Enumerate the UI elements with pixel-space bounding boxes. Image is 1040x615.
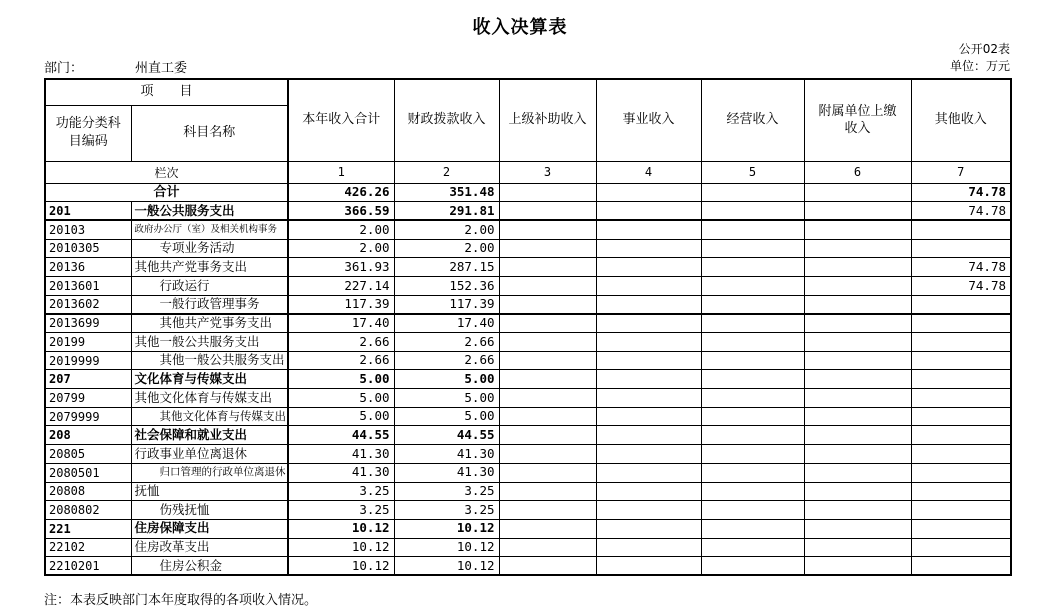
name-cell: 住房保障支出	[131, 519, 288, 538]
value-cell	[911, 538, 1011, 557]
value-cell: 5.00	[394, 389, 499, 408]
name-cell: 行政运行	[131, 276, 288, 295]
value-cell	[701, 501, 804, 520]
column-header-total-income: 本年收入合计	[288, 79, 394, 161]
value-cell	[701, 463, 804, 482]
unit-label: 单位：万元	[949, 59, 1010, 73]
value-cell	[911, 295, 1011, 314]
value-cell: 41.30	[288, 463, 394, 482]
value-cell: 5.00	[394, 370, 499, 389]
value-cell: 10.12	[288, 519, 394, 538]
code-cell: 2080501	[45, 463, 131, 482]
value-cell	[596, 370, 701, 389]
value-cell: 17.40	[394, 314, 499, 333]
value-cell: 152.36	[394, 276, 499, 295]
value-cell	[804, 519, 911, 538]
value-cell: 74.78	[911, 276, 1011, 295]
table-row	[45, 333, 1011, 352]
footnote: 注：本表反映部门本年度取得的各项收入情况。	[44, 593, 318, 608]
name-cell: 一般公共服务支出	[131, 202, 288, 221]
code-cell: 2210201	[45, 557, 131, 576]
code-cell: 2010305	[45, 239, 131, 258]
value-cell	[596, 426, 701, 445]
code-cell: 22102	[45, 538, 131, 557]
value-cell: 2.66	[394, 351, 499, 370]
column-index-number: 4	[596, 161, 701, 183]
code-cell: 2079999	[45, 407, 131, 426]
value-cell	[701, 370, 804, 389]
value-cell	[596, 538, 701, 557]
value-cell: 2.00	[288, 220, 394, 239]
value-cell	[499, 463, 596, 482]
value-cell	[911, 220, 1011, 239]
value-cell	[804, 220, 911, 239]
value-cell: 5.00	[288, 389, 394, 408]
value-cell	[701, 333, 804, 352]
name-cell: 其他文化体育与传媒支出	[131, 389, 288, 408]
value-cell: 426.26	[288, 183, 394, 202]
value-cell: 2.66	[394, 333, 499, 352]
code-cell: 20799	[45, 389, 131, 408]
value-cell	[499, 426, 596, 445]
value-cell	[804, 351, 911, 370]
value-cell: 41.30	[394, 445, 499, 464]
value-cell	[499, 407, 596, 426]
dept-label: 部门：	[44, 61, 84, 76]
table-row	[45, 557, 1011, 576]
value-cell: 3.25	[394, 482, 499, 501]
value-cell	[804, 333, 911, 352]
code-cell: 2013602	[45, 295, 131, 314]
table-row	[45, 370, 1011, 389]
value-cell: 3.25	[288, 501, 394, 520]
value-cell: 2.00	[394, 220, 499, 239]
name-cell: 抚恤	[131, 482, 288, 501]
name-cell: 政府办公厅（室）及相关机构事务	[131, 220, 288, 239]
value-cell	[596, 351, 701, 370]
value-cell: 74.78	[911, 258, 1011, 277]
value-cell	[804, 463, 911, 482]
value-cell	[596, 333, 701, 352]
value-cell: 2.66	[288, 351, 394, 370]
column-header-function-code: 功能分类科目编码	[45, 105, 131, 161]
value-cell	[701, 314, 804, 333]
value-cell: 3.25	[288, 482, 394, 501]
value-cell	[499, 557, 596, 576]
table-row	[45, 519, 1011, 538]
value-cell	[804, 370, 911, 389]
value-cell	[911, 407, 1011, 426]
value-cell	[804, 538, 911, 557]
value-cell	[911, 501, 1011, 520]
value-cell	[804, 557, 911, 576]
value-cell	[596, 202, 701, 221]
column-header-superior-subsidy: 上级补助收入	[499, 79, 596, 161]
value-cell	[804, 239, 911, 258]
value-cell: 2.66	[288, 333, 394, 352]
table-row	[45, 501, 1011, 520]
value-cell	[804, 202, 911, 221]
page-title: 收入决算表	[472, 17, 568, 38]
value-cell: 10.12	[288, 538, 394, 557]
value-cell	[499, 239, 596, 258]
value-cell: 44.55	[394, 426, 499, 445]
value-cell	[701, 445, 804, 464]
value-cell: 366.59	[288, 202, 394, 221]
value-cell	[596, 519, 701, 538]
table-row	[45, 407, 1011, 426]
value-cell	[911, 333, 1011, 352]
value-cell: 5.00	[288, 407, 394, 426]
value-cell: 5.00	[288, 370, 394, 389]
value-cell	[911, 314, 1011, 333]
code-cell: 20808	[45, 482, 131, 501]
column-index-label: 栏次	[45, 161, 288, 183]
value-cell	[499, 351, 596, 370]
table-code-label: 公开02表	[958, 42, 1010, 56]
header-row-project	[45, 79, 1011, 105]
value-cell	[911, 389, 1011, 408]
value-cell	[596, 239, 701, 258]
value-cell: 117.39	[288, 295, 394, 314]
code-cell: 221	[45, 519, 131, 538]
name-cell: 专项业务活动	[131, 239, 288, 258]
income-table	[44, 78, 1012, 576]
value-cell	[701, 538, 804, 557]
code-cell: 208	[45, 426, 131, 445]
table-body	[45, 183, 1011, 575]
value-cell: 291.81	[394, 202, 499, 221]
dept-value: 州直工委	[135, 61, 188, 76]
value-cell: 74.78	[911, 202, 1011, 221]
value-cell: 2.00	[288, 239, 394, 258]
column-index-number: 2	[394, 161, 499, 183]
table-row	[45, 389, 1011, 408]
value-cell	[596, 314, 701, 333]
value-cell	[499, 501, 596, 520]
name-cell: 其他一般公共服务支出	[131, 351, 288, 370]
value-cell	[804, 183, 911, 202]
value-cell: 41.30	[394, 463, 499, 482]
row-total-label: 合计	[45, 183, 288, 202]
value-cell	[701, 239, 804, 258]
value-cell	[596, 183, 701, 202]
value-cell: 41.30	[288, 445, 394, 464]
value-cell	[596, 501, 701, 520]
value-cell	[499, 220, 596, 239]
value-cell	[911, 239, 1011, 258]
table-row	[45, 183, 1011, 202]
value-cell	[701, 557, 804, 576]
value-cell	[701, 351, 804, 370]
column-index-number: 3	[499, 161, 596, 183]
code-cell: 2013699	[45, 314, 131, 333]
column-header-fiscal-appropriation: 财政拨款收入	[394, 79, 499, 161]
name-cell: 其他一般公共服务支出	[131, 333, 288, 352]
column-header-other-income: 其他收入	[911, 79, 1011, 161]
value-cell	[804, 407, 911, 426]
value-cell: 10.12	[288, 557, 394, 576]
value-cell	[804, 482, 911, 501]
name-cell: 伤残抚恤	[131, 501, 288, 520]
value-cell	[499, 276, 596, 295]
value-cell	[701, 519, 804, 538]
value-cell	[804, 258, 911, 277]
value-cell	[596, 407, 701, 426]
value-cell: 227.14	[288, 276, 394, 295]
table-row	[45, 220, 1011, 239]
value-cell: 10.12	[394, 557, 499, 576]
value-cell	[911, 519, 1011, 538]
value-cell	[499, 314, 596, 333]
table-row	[45, 351, 1011, 370]
value-cell	[701, 202, 804, 221]
value-cell	[499, 295, 596, 314]
table-row	[45, 295, 1011, 314]
value-cell	[701, 426, 804, 445]
table-row	[45, 239, 1011, 258]
value-cell	[701, 389, 804, 408]
code-cell: 20199	[45, 333, 131, 352]
value-cell	[499, 538, 596, 557]
header-project-group: 项 目	[45, 79, 288, 105]
value-cell	[499, 519, 596, 538]
value-cell	[596, 258, 701, 277]
table-row	[45, 482, 1011, 501]
value-cell	[596, 295, 701, 314]
value-cell	[596, 389, 701, 408]
value-cell	[701, 482, 804, 501]
name-cell: 住房公积金	[131, 557, 288, 576]
value-cell	[499, 445, 596, 464]
column-header-subordinate-remittance: 附属单位上缴收入	[804, 79, 911, 161]
code-cell: 20136	[45, 258, 131, 277]
value-cell	[499, 482, 596, 501]
value-cell	[701, 407, 804, 426]
column-header-subject-name: 科目名称	[131, 105, 288, 161]
value-cell	[911, 557, 1011, 576]
name-cell: 行政事业单位离退休	[131, 445, 288, 464]
column-index-number: 6	[804, 161, 911, 183]
value-cell: 361.93	[288, 258, 394, 277]
code-cell: 2019999	[45, 351, 131, 370]
value-cell	[804, 426, 911, 445]
column-index-number: 7	[911, 161, 1011, 183]
name-cell: 社会保障和就业支出	[131, 426, 288, 445]
value-cell	[804, 445, 911, 464]
value-cell	[804, 295, 911, 314]
value-cell: 10.12	[394, 538, 499, 557]
value-cell	[596, 557, 701, 576]
value-cell: 5.00	[394, 407, 499, 426]
value-cell	[499, 202, 596, 221]
value-cell	[499, 258, 596, 277]
value-cell	[911, 445, 1011, 464]
value-cell: 117.39	[394, 295, 499, 314]
value-cell	[499, 370, 596, 389]
value-cell: 44.55	[288, 426, 394, 445]
value-cell: 2.00	[394, 239, 499, 258]
value-cell	[911, 351, 1011, 370]
value-cell	[701, 258, 804, 277]
value-cell	[596, 482, 701, 501]
value-cell: 10.12	[394, 519, 499, 538]
column-index-row	[45, 161, 1011, 183]
code-cell: 2080802	[45, 501, 131, 520]
value-cell	[701, 295, 804, 314]
value-cell	[911, 426, 1011, 445]
value-cell	[804, 276, 911, 295]
value-cell: 3.25	[394, 501, 499, 520]
value-cell	[804, 314, 911, 333]
table-row	[45, 258, 1011, 277]
name-cell: 其他共产党事务支出	[131, 314, 288, 333]
code-cell: 2013601	[45, 276, 131, 295]
value-cell	[804, 389, 911, 408]
name-cell: 其他文化体育与传媒支出	[131, 407, 288, 426]
value-cell	[911, 482, 1011, 501]
column-header-operating-income: 经营收入	[701, 79, 804, 161]
table-row	[45, 426, 1011, 445]
column-index-number: 1	[288, 161, 394, 183]
table-row	[45, 202, 1011, 221]
code-cell: 20103	[45, 220, 131, 239]
table-row	[45, 538, 1011, 557]
value-cell: 287.15	[394, 258, 499, 277]
value-cell	[911, 370, 1011, 389]
table-row	[45, 463, 1011, 482]
value-cell: 17.40	[288, 314, 394, 333]
column-index-number: 5	[701, 161, 804, 183]
value-cell	[596, 220, 701, 239]
code-cell: 201	[45, 202, 131, 221]
value-cell	[701, 183, 804, 202]
name-cell: 一般行政管理事务	[131, 295, 288, 314]
value-cell	[701, 276, 804, 295]
value-cell: 74.78	[911, 183, 1011, 202]
name-cell: 其他共产党事务支出	[131, 258, 288, 277]
value-cell	[499, 389, 596, 408]
name-cell: 文化体育与传媒支出	[131, 370, 288, 389]
value-cell	[596, 463, 701, 482]
value-cell: 351.48	[394, 183, 499, 202]
table-row	[45, 445, 1011, 464]
value-cell	[804, 501, 911, 520]
value-cell	[499, 183, 596, 202]
value-cell	[701, 220, 804, 239]
value-cell	[911, 463, 1011, 482]
name-cell: 住房改革支出	[131, 538, 288, 557]
code-cell: 207	[45, 370, 131, 389]
name-cell: 归口管理的行政单位离退休	[131, 463, 288, 482]
column-header-business-income: 事业收入	[596, 79, 701, 161]
value-cell	[596, 276, 701, 295]
value-cell	[596, 445, 701, 464]
code-cell: 20805	[45, 445, 131, 464]
table-row	[45, 314, 1011, 333]
table-row	[45, 276, 1011, 295]
value-cell	[499, 333, 596, 352]
